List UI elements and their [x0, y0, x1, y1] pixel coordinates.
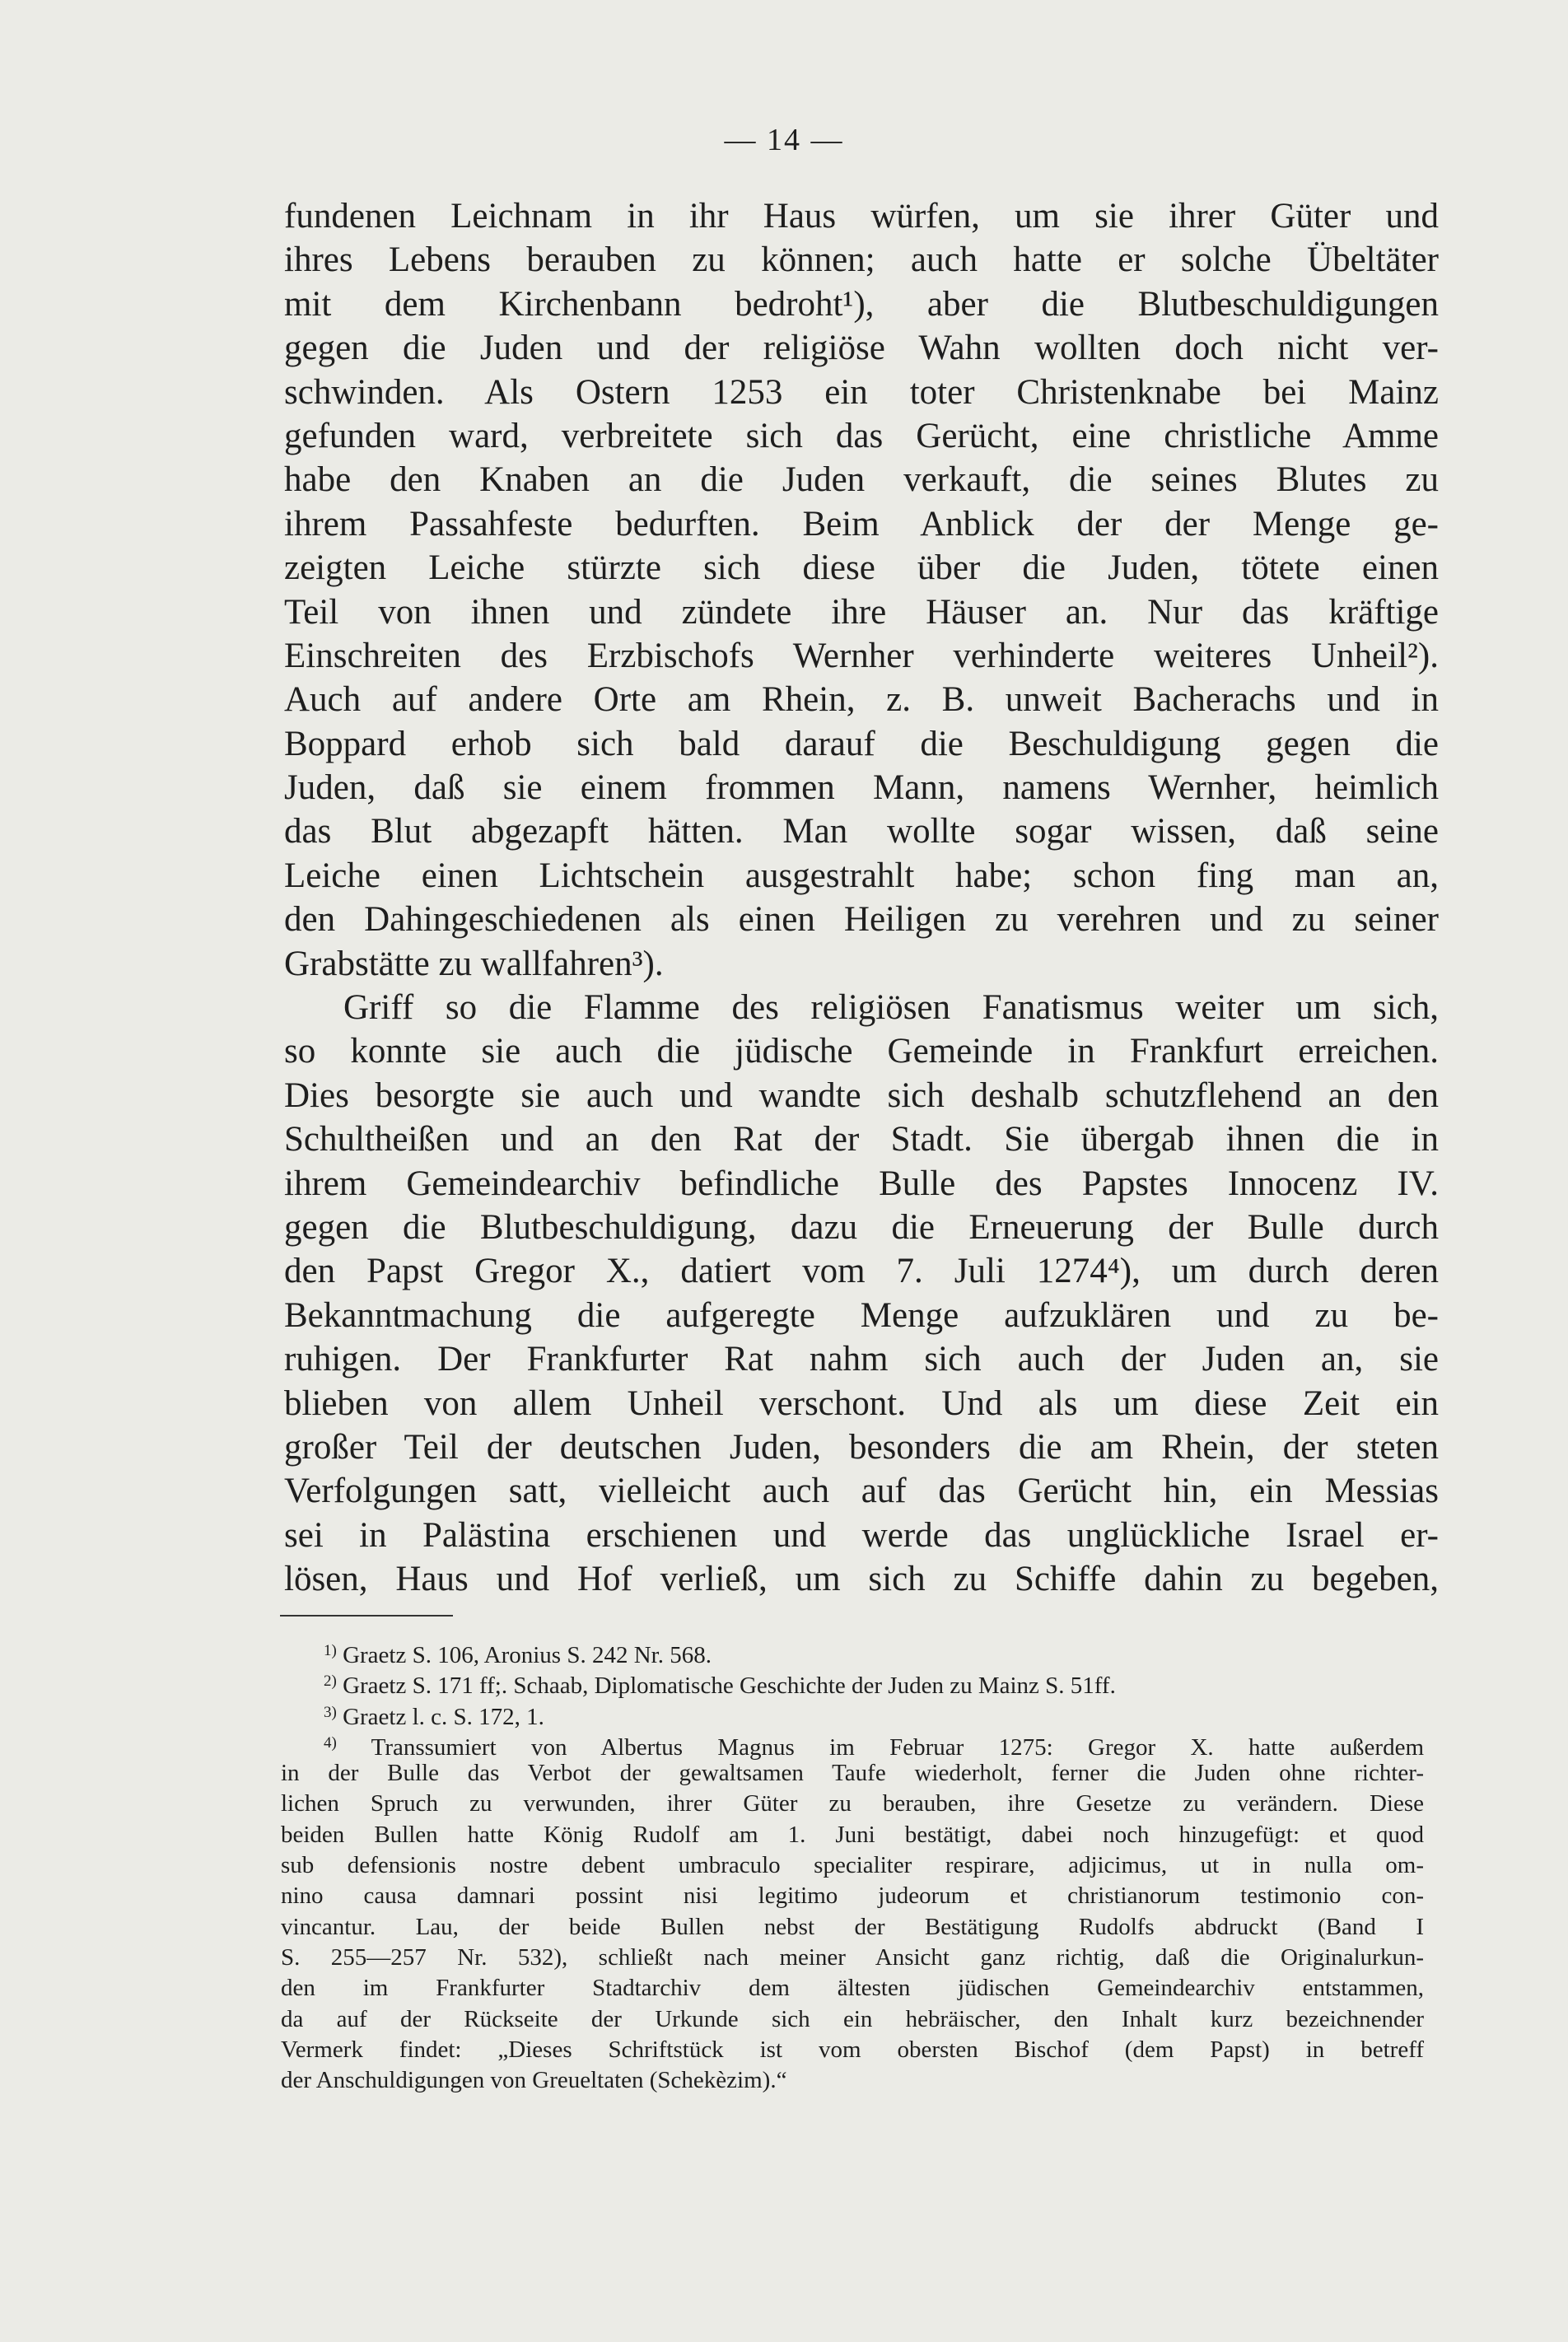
body-line: Griff so die Flamme des religiösen Fanatismus weiter um sich,: [343, 988, 1439, 1028]
body-line: schwinden. Als Ostern 1253 ein toter Christenknabe bei Mainz: [284, 372, 1439, 412]
body-line: zeigten Leiche stürzte sich diese über die Juden, tötete einen: [284, 548, 1439, 588]
footnote-4: [281, 1728, 1424, 1761]
body-line: ihrem Passahfeste bedurften. Beim Anblick der der Menge ge-: [284, 504, 1439, 544]
body-line: ihres Lebens berauben zu können; auch hatte er solche Übeltäter: [284, 240, 1439, 280]
footnote-2: [281, 1666, 1424, 1700]
footnote-mark: 2): [324, 1673, 337, 1691]
body-line: gegen die Juden und der religiöse Wahn wollten doch nicht ver-: [284, 329, 1439, 368]
footnote-3: [281, 1697, 1424, 1728]
footnote-line: vincantur. Lau, der beide Bullen nebst der Bestätigung Rudolfs abdruckt (Band I: [281, 1913, 1424, 1940]
footnotes: [281, 1635, 1424, 2096]
body-line: sei in Palästina erschienen und werde das unglückliche Israel er-: [284, 1515, 1439, 1555]
footnote-text: Transsumiert von Albertus Magnus im Februar 1275: Gregor X. hatte außerdem: [371, 1733, 1424, 1761]
body-text: [284, 194, 1439, 1602]
body-line: Einschreiten des Erzbischofs Wernher verhinderte weiteres Unheil²).: [284, 636, 1439, 675]
footnote-line: Vermerk findet: „Dieses Schriftstück ist vom obersten Bischof (dem Papst) in betreff: [281, 2036, 1424, 2063]
footnote-text: Graetz l. c. S. 172, 1.: [343, 1703, 544, 1730]
body-line: Grabstätte zu wallfahren³).: [284, 944, 664, 983]
footnote-line: nino causa damnari possint nisi legitimo judeorum et christianorum testimonio con-: [281, 1882, 1424, 1910]
body-line: Verfolgungen satt, vielleicht auch auf das Gerücht hin, ein Messias: [284, 1472, 1439, 1511]
footnote-line: in der Bulle das Verbot der gewaltsamen Taufe wiederholt, ferner die Juden ohne richter-: [281, 1760, 1424, 1787]
footnote-1: [281, 1635, 1424, 1666]
body-line: fundenen Leichnam in ihr Haus würfen, um sie ihrer Güter und: [284, 197, 1439, 236]
footnote-line: S. 255—257 Nr. 532), schließt nach meiner Ansicht ganz richtig, daß die Originalurkun-: [281, 1943, 1424, 1971]
body-line: blieben von allem Unheil verschont. Und als um diese Zeit ein: [284, 1383, 1439, 1423]
body-line: den Papst Gregor X., datiert vom 7. Juli 1274⁴), um durch deren: [284, 1252, 1439, 1291]
footnote-line: sub defensionis nostre debent umbraculo specialiter respirare, adjicimus, ut in nulla om-: [281, 1852, 1424, 1879]
body-line: den Dahingeschiedenen als einen Heiligen zu verehren und zu seiner: [284, 900, 1439, 940]
footnote-line: lichen Spruch zu verwunden, ihrer Güter zu berauben, ihre Gesetze zu verändern. Diese: [281, 1790, 1424, 1817]
footnote-line: da auf der Rückseite der Urkunde sich ein hebräischer, den Inhalt kurz bezeichnender: [281, 2005, 1424, 2032]
footnote-text: Graetz S. 106, Aronius S. 242 Nr. 568.: [343, 1642, 712, 1668]
body-line: Dies besorgte sie auch und wandte sich deshalb schutzflehend an den: [284, 1075, 1439, 1115]
body-line: Boppard erhob sich bald darauf die Beschuldigung gegen die: [284, 724, 1439, 763]
body-line: Auch auf andere Orte am Rhein, z. B. unweit Bacherachs und in: [284, 680, 1439, 720]
body-line: Schultheißen und an den Rat der Stadt. Sie übergab ihnen die in: [284, 1120, 1439, 1159]
body-line: so konnte sie auch die jüdische Gemeinde in Frankfurt erreichen.: [284, 1032, 1439, 1071]
footnote-mark: 1): [324, 1642, 337, 1659]
footnote-line: den im Frankfurter Stadtarchiv dem ältesten jüdischen Gemeindearchiv entstammen,: [281, 1975, 1424, 2002]
body-line: Juden, daß sie einem frommen Mann, namens Wernher, heimlich: [284, 768, 1439, 808]
body-line: ihrem Gemeindearchiv befindliche Bulle des Papstes Innocenz IV.: [284, 1164, 1439, 1203]
footnote-text: Graetz S. 171 ff;. Schaab, Diplomatische Geschichte der Juden zu Mainz S. 51ff.: [343, 1673, 1116, 1700]
footnote-divider: [280, 1615, 453, 1617]
body-line: Bekanntmachung die aufgeregte Menge aufzuklären und zu be-: [284, 1295, 1439, 1335]
footnote-line: beiden Bullen hatte König Rudolf am 1. Juni bestätigt, dabei noch hinzugefügt: et quod: [281, 1821, 1424, 1848]
body-line: habe den Knaben an die Juden verkauft, die seines Blutes zu: [284, 460, 1439, 500]
body-line: großer Teil der deutschen Juden, besonders die am Rhein, der steten: [284, 1427, 1439, 1467]
footnote-line: der Anschuldigungen von Greueltaten (Schekèzim).“: [281, 2067, 787, 2094]
body-line: Teil von ihnen und zündete ihre Häuser an. Nur das kräftige: [284, 592, 1439, 632]
body-line: Leiche einen Lichtschein ausgestrahlt habe; schon fing man an,: [284, 856, 1439, 895]
body-line: lösen, Haus und Hof verließ, um sich zu Schiffe dahin zu begeben,: [284, 1560, 1439, 1599]
footnote-mark: 3): [324, 1703, 337, 1721]
page-number-header: — 14 —: [724, 123, 844, 157]
body-line: mit dem Kirchenbann bedroht¹), aber die Blutbeschuldigungen: [284, 284, 1439, 324]
body-line: gegen die Blutbeschuldigung, dazu die Erneuerung der Bulle durch: [284, 1207, 1439, 1247]
body-line: ruhigen. Der Frankfurter Rat nahm sich auch der Juden an, sie: [284, 1340, 1439, 1379]
footnote-mark: 4): [324, 1733, 337, 1752]
body-line: das Blut abgezapft hätten. Man wollte sogar wissen, daß seine: [284, 812, 1439, 851]
body-line: gefunden ward, verbreitete sich das Gerücht, eine christliche Amme: [284, 416, 1439, 455]
